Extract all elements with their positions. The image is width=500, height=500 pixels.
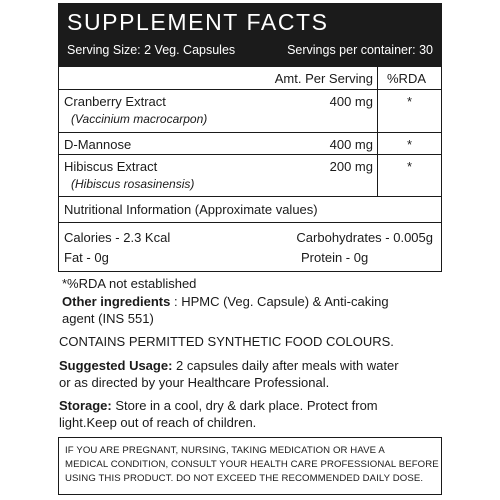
ingredient-name: Cranberry Extract bbox=[64, 94, 166, 109]
ingredient-rda: * bbox=[407, 137, 413, 152]
ingredient-scientific-name: (Vaccinium macrocarpon) bbox=[71, 112, 208, 126]
protein-value: Protein - 0g bbox=[301, 250, 369, 265]
table-header-row bbox=[59, 67, 441, 90]
panel-header bbox=[59, 4, 441, 67]
fat-value: Fat - 0g bbox=[64, 250, 109, 265]
suggested-usage-label: Suggested Usage: bbox=[59, 358, 173, 373]
rda-footnote: *%RDA not established bbox=[62, 276, 197, 291]
supplement-facts-panel bbox=[58, 3, 442, 272]
storage-text: Store in a cool, dry & dark place. Protect from bbox=[111, 398, 378, 413]
other-ingredients-continued: agent (INS 551) bbox=[62, 311, 154, 326]
colours-statement: CONTAINS PERMITTED SYNTHETIC FOOD COLOURS. bbox=[59, 334, 394, 349]
storage bbox=[59, 397, 378, 414]
suggested-usage-text: 2 capsules daily after meals with water bbox=[172, 358, 399, 373]
panel-title: SUPPLEMENT FACTS bbox=[67, 9, 329, 35]
ingredient-scientific-name: (Hibiscus rosasinensis) bbox=[71, 177, 195, 191]
other-ingredients-label: Other ingredients bbox=[62, 294, 171, 309]
warning-line: MEDICAL CONDITION, CONSULT YOUR HEALTH CARE PROFESSIONAL BEFORE bbox=[65, 459, 439, 470]
rda-column-header: %RDA bbox=[387, 71, 427, 86]
ingredient-amount: 200 mg bbox=[329, 159, 373, 174]
suggested-usage bbox=[59, 357, 399, 374]
table-row bbox=[59, 155, 441, 197]
warning-line: USING THIS PRODUCT. DO NOT EXCEED THE RECOMMENDED DAILY DOSE. bbox=[65, 473, 424, 484]
amount-column-header: Amt. Per Serving bbox=[274, 71, 373, 86]
servings-per-container: Servings per container: 30 bbox=[287, 43, 433, 57]
calories-value: Calories - 2.3 Kcal bbox=[64, 230, 171, 245]
nutrition-heading-row bbox=[59, 197, 441, 223]
storage-label: Storage: bbox=[59, 398, 112, 413]
warning-line: IF YOU ARE PREGNANT, NURSING, TAKING MEDICATION OR HAVE A bbox=[65, 445, 385, 456]
carbohydrates-value: Carbohydrates - 0.005g bbox=[296, 230, 433, 245]
ingredient-name: D-Mannose bbox=[64, 137, 132, 152]
other-ingredients bbox=[62, 293, 389, 310]
suggested-usage-continued: or as directed by your Healthcare Professional. bbox=[59, 375, 330, 390]
serving-size: Serving Size: 2 Veg. Capsules bbox=[67, 43, 236, 57]
other-ingredients-text: : HPMC (Veg. Capsule) & Anti-caking bbox=[170, 294, 389, 309]
warning-box bbox=[58, 437, 442, 495]
table-row bbox=[59, 90, 441, 133]
ingredient-name: Hibiscus Extract bbox=[64, 159, 158, 174]
storage-continued: light.Keep out of reach of children. bbox=[59, 415, 257, 430]
table-row bbox=[59, 133, 441, 155]
ingredient-amount: 400 mg bbox=[329, 94, 373, 109]
ingredient-rda: * bbox=[407, 159, 413, 174]
ingredient-rda: * bbox=[407, 94, 413, 109]
nutrition-heading: Nutritional Information (Approximate values) bbox=[64, 202, 318, 217]
ingredient-amount: 400 mg bbox=[329, 137, 373, 152]
